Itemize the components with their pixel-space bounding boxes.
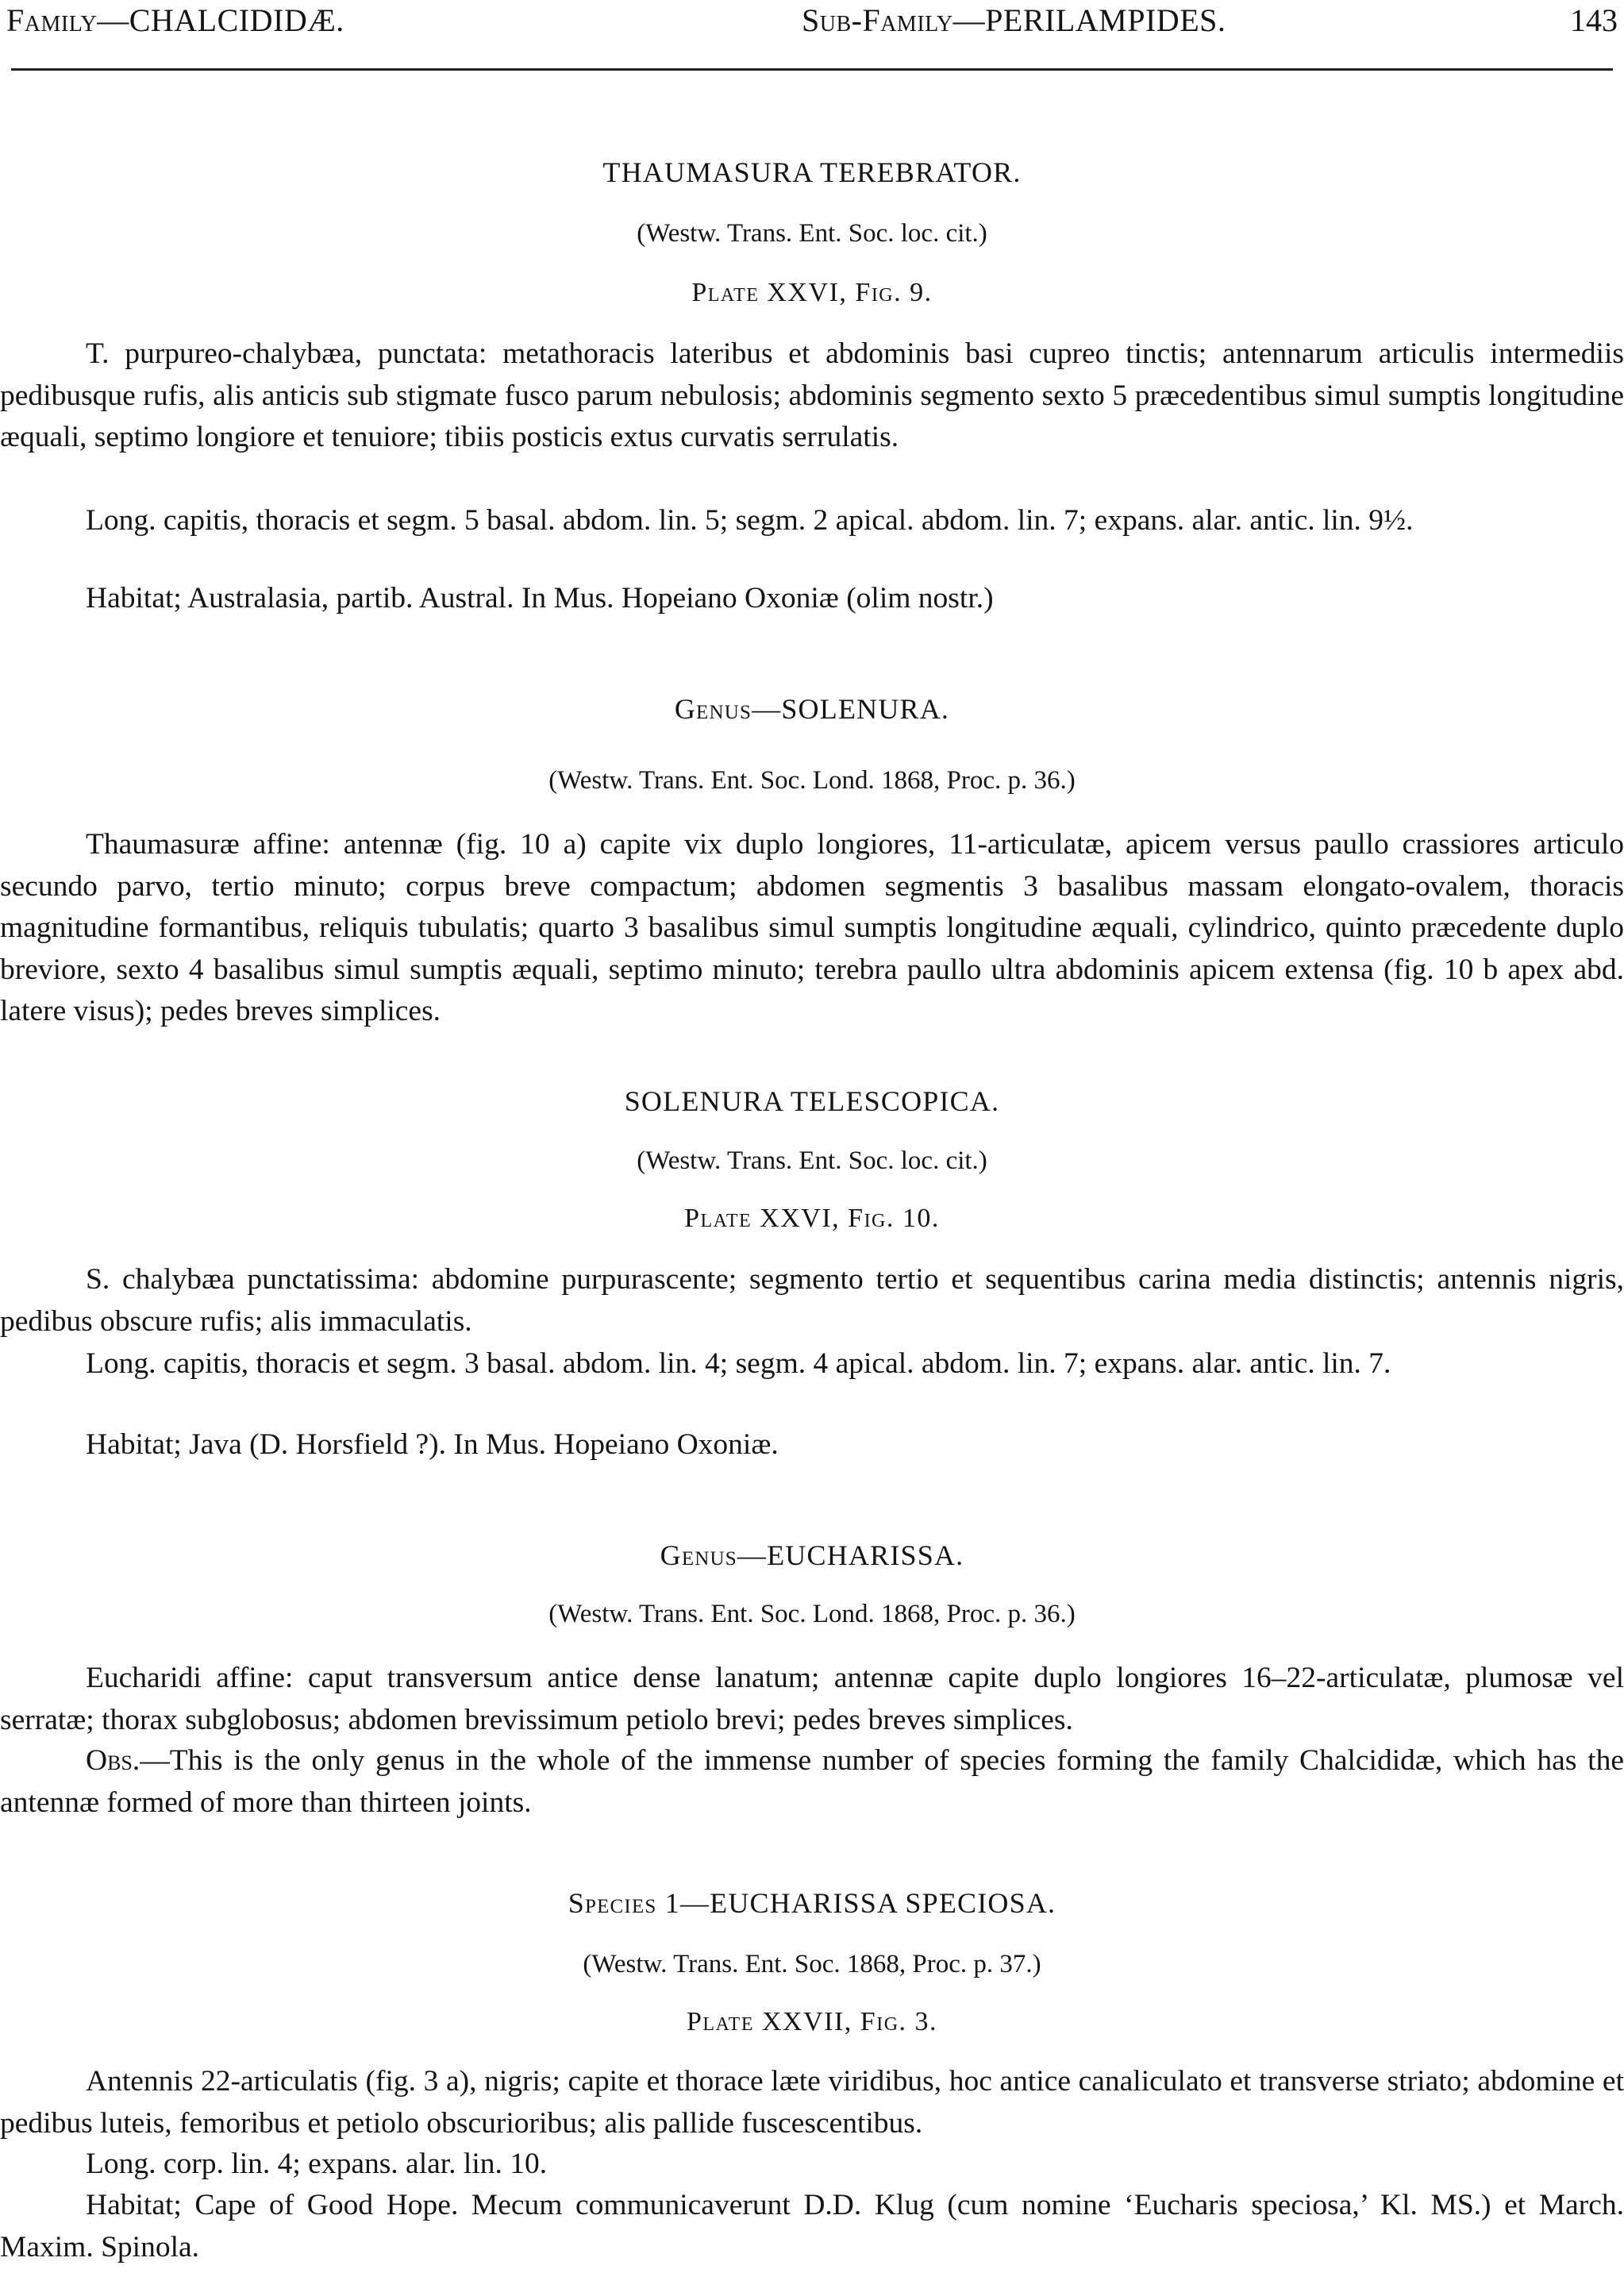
thaumasura-description: T. purpureo-chalybæa, punctata: metathoracis lateribus et abdominis basi cupreo tinctis; antennarum articulis intermediis pedibusque rufis, alis anticis sub stigmate fusco parum nebulosis; abdominis segmento sexto 5 præcedentibus simul sumptis longitudine æquali, septimo longiore et tenuiore; tibiis posticis extus curvatis serrulatis. bbox=[0, 337, 1624, 453]
thaumasura-heading: THAUMASURA TEREBRATOR. bbox=[602, 156, 1022, 188]
eucharissa-plate: Plate XXVII, Fig. 3. bbox=[686, 2007, 938, 2036]
obs-text: —This is the only genus in the whole of the immense number of species forming the family Chalcididæ, which has the antennæ formed of more than thirteen joints. bbox=[0, 1744, 1624, 1819]
eucharissa-citation: (Westw. Trans. Ent. Soc. 1868, Proc. p. 37.) bbox=[583, 1950, 1041, 1978]
genus-label: Genus bbox=[674, 693, 752, 725]
thaumasura-measurements: Long. capitis, thoracis et segm. 5 basal. abdom. lin. 5; segm. 2 apical. abdom. lin. 7; expans. alar. antic. lin. 9½. bbox=[86, 504, 1414, 537]
subfamily-name: PERILAMPIDES. bbox=[985, 2, 1226, 38]
thaumasura-plate: Plate XXVI, Fig. 9. bbox=[691, 278, 933, 307]
solenura-habitat: Habitat; Java (D. Horsfield ?). In Mus. Hopeiano Oxoniæ. bbox=[86, 1428, 779, 1461]
solenura-genus-description: Thaumasuræ affine: antennæ (fig. 10 a) capite vix duplo longiores, 11-articulatæ, apicem versus paullo crassiores articulo secundo parvo, tertio minuto; corpus breve compactum; abdomen segmentis 3 basalibus massam elongato-ovalem, thoracis magnitudine formantibus, reliquis tubulatis; quarto 3 basalibus simul sumptis longitudine æquali, cylindrico, quinto præcedente duplo breviore, sexto 4 basalibus simul sumptis æquali, septimo minuto; terebra paullo ultra abdominis apicem extensa (fig. 10 b apex abd. latere visus); pedes breves simplices. bbox=[0, 828, 1624, 1027]
eucharissa-species-heading bbox=[0, 1886, 1624, 1920]
species-name: 1—EUCHARISSA SPECIOSA. bbox=[664, 1887, 1056, 1919]
eucharissa-habitat: Habitat; Cape of Good Hope. Mecum communicaverunt D.D. Klug (cum nomine ‘Eucharis speciosa,’ Kl. MS.) et March. Maxim. Spinola. bbox=[0, 2189, 1624, 2263]
header-rule bbox=[11, 68, 1613, 71]
family-name: CHALCIDIDÆ. bbox=[129, 2, 344, 38]
thaumasura-citation: (Westw. Trans. Ent. Soc. loc. cit.) bbox=[637, 219, 987, 248]
solenura-genus-citation: (Westw. Trans. Ent. Soc. Lond. 1868, Proc. p. 36.) bbox=[548, 766, 1076, 795]
family-label: Family bbox=[6, 2, 98, 38]
eucharissa-genus-obs bbox=[0, 1740, 1624, 1824]
running-head bbox=[0, 0, 1624, 48]
solenura-heading: SOLENURA TELESCOPICA. bbox=[624, 1085, 1000, 1117]
eucharissa-genus-description: Eucharidi affine: caput transversum antice dense lanatum; antennæ capite duplo longiores 16–22-articulatæ, plumosæ vel serratæ; thorax subglobosus; abdomen brevissimum petiolo brevi; pedes breves simplices. bbox=[0, 1662, 1624, 1736]
solenura-description: S. chalybæa punctatissima: abdomine purpurascente; segmento tertio et sequentibus carina media distinctis; antennis nigris, pedibus obscure rufis; alis immaculatis. bbox=[0, 1263, 1624, 1338]
eucharissa-measurements: Long. corp. lin. 4; expans. alar. lin. 10. bbox=[86, 2148, 548, 2180]
solenura-citation: (Westw. Trans. Ent. Soc. loc. cit.) bbox=[637, 1146, 987, 1175]
genus-label: Genus bbox=[660, 1539, 737, 1571]
solenura-genus-heading: Genus—SOLENURA. bbox=[674, 693, 950, 725]
subfamily-label: Sub-Family bbox=[802, 2, 953, 38]
eucharissa-description: Antennis 22-articulatis (fig. 3 a), nigris; capite et thorace læte viridibus, hoc antice canaliculato et transverse striato; abdomine et pedibus luteis, femoribus et petiolo obscurioribus; alis pallide fuscescentibus. bbox=[0, 2065, 1624, 2140]
solenura-measurements: Long. capitis, thoracis et segm. 3 basal. abdom. lin. 4; segm. 4 apical. abdom. lin. 7; expans. alar. antic. lin. 7. bbox=[86, 1347, 1391, 1380]
eucharissa-genus-citation: (Westw. Trans. Ent. Soc. Lond. 1868, Proc. p. 36.) bbox=[548, 1600, 1076, 1628]
obs-label: Obs. bbox=[86, 1744, 140, 1777]
running-head-family: Family—CHALCIDIDÆ. bbox=[6, 2, 344, 38]
running-head-subfamily: Sub-Family—PERILAMPIDES. bbox=[802, 2, 1226, 38]
genus-name: EUCHARISSA. bbox=[767, 1539, 964, 1571]
eucharissa-genus-heading: Genus—EUCHARISSA. bbox=[660, 1539, 964, 1571]
page-number: 143 bbox=[1570, 2, 1618, 38]
species-label: Species bbox=[568, 1887, 657, 1919]
solenura-plate: Plate XXVI, Fig. 10. bbox=[684, 1204, 940, 1233]
genus-name: SOLENURA. bbox=[781, 693, 950, 725]
thaumasura-habitat: Habitat; Australasia, partib. Austral. In Mus. Hopeiano Oxoniæ (olim nostr.) bbox=[86, 582, 994, 614]
